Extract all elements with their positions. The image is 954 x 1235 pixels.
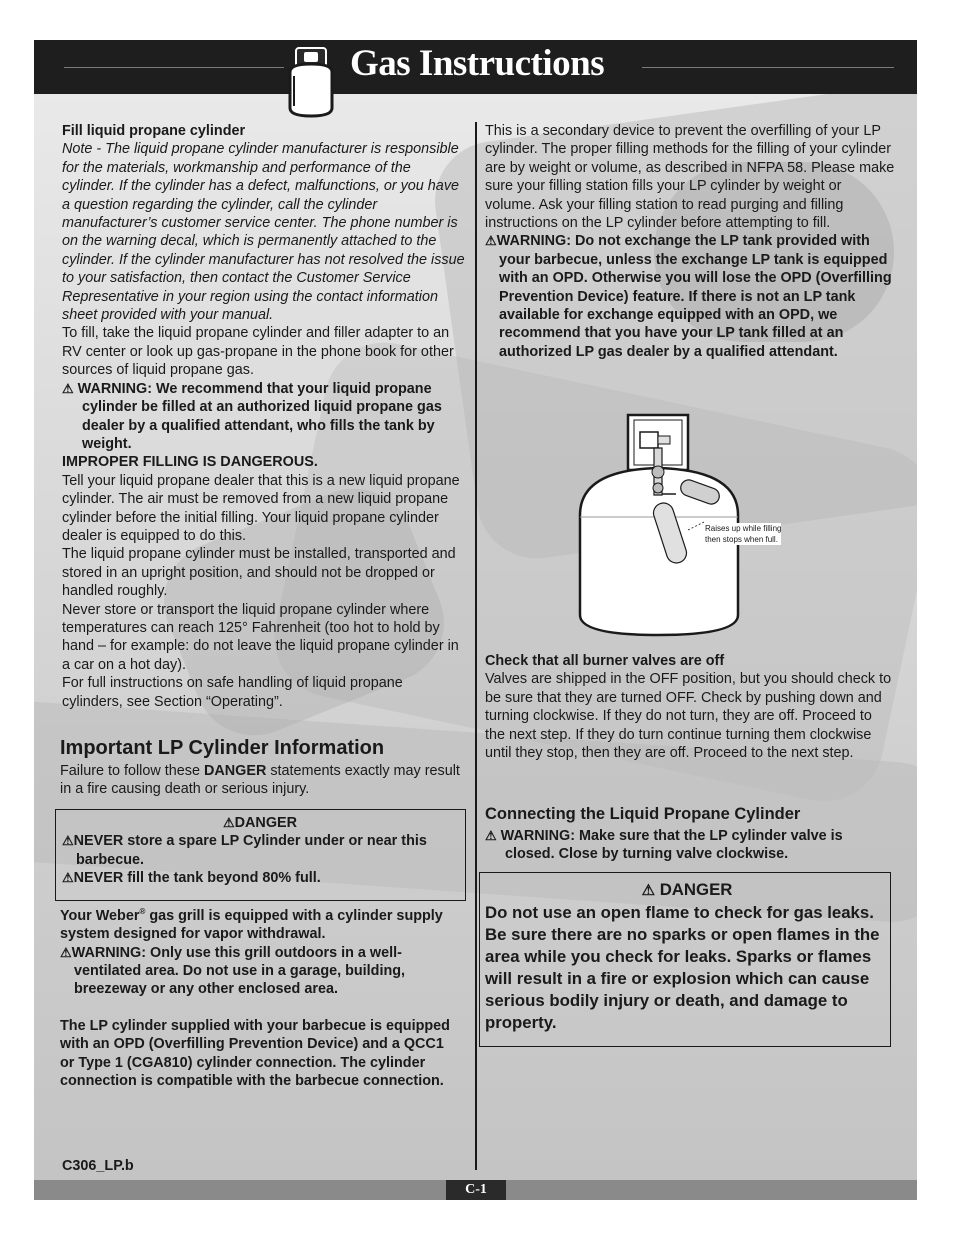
propane-cylinder-icon (282, 46, 340, 118)
column-divider (475, 122, 477, 1170)
diagram-label: Raises up while filling (705, 524, 782, 533)
tell-dealer: Tell your liquid propane dealer that this is a new liquid propane cylinder. The air must be removed from a new liquid propane cylinder before the initial filling. Your liquid propane cylinder dealer is equipped to do this. (62, 472, 460, 544)
warning-icon: ⚠ (485, 233, 497, 249)
weber-statement: Your Weber® gas grill is equipped with a cylinder supply system designed for vapor withdrawal. (60, 907, 443, 943)
warning-icon: ⚠ (222, 815, 235, 830)
header-rule-right (642, 67, 894, 68)
weber-section (60, 903, 462, 1090)
fill-note: Note - The liquid propane cylinder manufacturer is responsible for the materials, workmanship and performance of the cylinder. If the cylinder has a defect, malfunctions, or you have a question regarding the cylinder, call the cylinder manufacturer’s customer service center. The phone number is on the warning decal, which is permanently attached to the cylinder. If the cylinder manufacturer has not resolved the issue to your satisfaction, then contact the Customer Service Representative in your region using the contact information sheet provided with your manual. (62, 141, 465, 324)
doc-code: C306_LP.b (62, 1158, 134, 1174)
danger-item: ⚠NEVER store a spare LP Cylinder under or near this barbecue. (62, 833, 427, 868)
right-column (485, 122, 895, 361)
check-heading: Check that all burner valves are off (485, 653, 725, 669)
fill-text: To fill, take the liquid propane cylinder and filler adapter to an RV center or look up gas-propane in the phone book for other sources of liquid propane gas. (62, 325, 454, 379)
danger-title: ⚠ DANGER (641, 880, 733, 899)
danger-box-left (55, 809, 466, 901)
failure-text: Failure to follow these DANGER statements exactly may result in a fire causing death or serious injury. (60, 763, 460, 798)
check-section (485, 652, 895, 762)
warning-fill: ⚠ WARNING: We recommend that your liquid propane cylinder be filled at an authorized liquid propane gas dealer by a qualified attendant, who fills the tank by weight. (62, 380, 442, 452)
warning-icon: ⚠ (62, 870, 74, 886)
never-store: Never store or transport the liquid propane cylinder where temperatures can reach 125° Fahrenheit (too hot to hold by hand – for example: do not leave the liquid propane cylinder in a car on a hot day). (62, 601, 459, 673)
warning-icon: ⚠ (641, 882, 656, 899)
left-column (62, 122, 466, 711)
check-text: Valves are shipped in the OFF position, but you should check to be sure that they are turned OFF. Check by pushing down and turning clockwise. If they do not turn, they are off. Proceed to the next step. If they do turn continue turning them clockwise until they stop, then they are off. Proceed to the next step. (485, 671, 892, 762)
diagram-callout (705, 523, 781, 545)
connecting-heading: Connecting the Liquid Propane Cylinder (485, 805, 801, 823)
lp-supplied: The LP cylinder supplied with your barbecue is equipped with an OPD (Overfilling Prevention Device) and a QCC1 or Type 1 (CGA810) cylinder connection. The cylinder connection is compatible with the barbecue connection. (60, 1017, 450, 1090)
danger-box-right (479, 872, 891, 1047)
danger-title: ⚠DANGER (222, 815, 298, 831)
warning-icon: ⚠ (62, 833, 74, 849)
important-heading: Important LP Cylinder Information (60, 737, 385, 759)
warning-outdoors: ⚠WARNING: Only use this grill outdoors in a well-ventilated area. Do not use in a garage, building, breezeway or any other enclosed area. (60, 944, 406, 998)
important-section (60, 736, 464, 799)
page-number: C-1 (446, 1180, 506, 1200)
danger-text: Do not use an open flame to check for gas leaks. Be sure there are no sparks or open flames in the area while you check for leaks. Sparks or flames will result in a fire or explosion which can cause serious bodily injury or death, and damage to property. (485, 903, 880, 1032)
danger-item: ⚠NEVER fill the tank beyond 80% full. (62, 870, 321, 887)
warning-exchange: ⚠WARNING: Do not exchange the LP tank provided with your barbecue, unless the exchange LP tank is equipped with an OPD. Otherwise you will lose the OPD (Overfilling Prevention Device) feature. If there is not an LP tank available for exchange equipped with an OPD, we recommend that you have your LP tank filled at an authorized LP gas dealer by a qualified attendant. (485, 233, 892, 360)
warning-icon: ⚠ (62, 380, 74, 396)
improper-filling: IMPROPER FILLING IS DANGEROUS. (62, 454, 318, 471)
diagram-label: then stops when full. (705, 535, 778, 544)
warning-icon: ⚠ (60, 944, 72, 960)
connecting-section (485, 803, 895, 864)
header-rule-left (64, 67, 284, 68)
must-install: The liquid propane cylinder must be installed, transported and stored in an upright position, and should not be dropped or handled roughly. (62, 546, 456, 600)
warning-valve: ⚠ WARNING: Make sure that the LP cylinder valve is closed. Close by turning valve clockwise. (485, 828, 843, 863)
warning-icon: ⚠ (485, 828, 497, 843)
page-title: Gas Instructions (350, 43, 605, 84)
fill-heading: Fill liquid propane cylinder (62, 123, 246, 139)
secondary-device: This is a secondary device to prevent the overfilling of your LP cylinder. The proper filling methods for the filling of your cylinder are by weight or volume, as described in NFPA 58. Please make sure your filling station fills your LP cylinder by weight or volume. Ask your filling station to read purging and filling instructions on the LP cylinder before attempting to fill. (485, 123, 895, 232)
full-instructions: For full instructions on safe handling of liquid propane cylinders, see Section “Operating”. (62, 675, 403, 710)
